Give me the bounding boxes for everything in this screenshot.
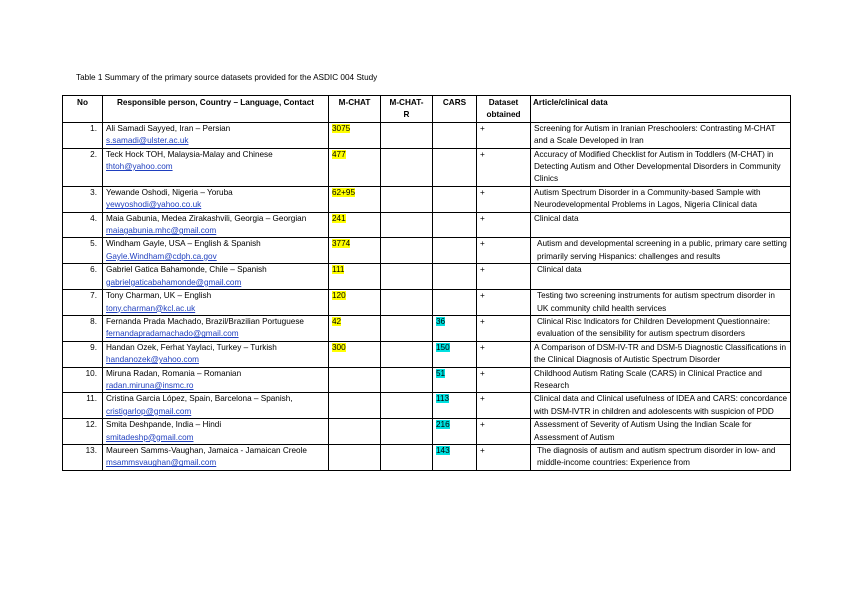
col-header-mchat-r: [381, 96, 433, 123]
row-number: 5.: [63, 238, 103, 264]
mchat-r-cell: [381, 419, 433, 445]
mchat-cell: [329, 393, 381, 419]
mchat-r-cell: [381, 238, 433, 264]
person-text: Maureen Samms-Vaughan, Jamaica - Jamaican Creole: [106, 445, 307, 455]
row-number: 4.: [63, 212, 103, 238]
mchat-cell: [329, 148, 381, 186]
person-cell: [103, 290, 329, 316]
col-header-mchat: M-CHAT: [329, 96, 381, 123]
mchat-cell: [329, 315, 381, 341]
row-number: 9.: [63, 341, 103, 367]
article-cell: Assessment of Severity of Autism Using the Indian Scale for Assessment of Autism: [531, 419, 791, 445]
mchat-r-cell: [381, 186, 433, 212]
col-header-no: No: [63, 96, 103, 123]
obtained-cell: +: [477, 290, 531, 316]
col-header-mchat-r-line1: M-CHAT-: [389, 98, 424, 107]
obtained-cell: +: [477, 315, 531, 341]
person-cell: [103, 122, 329, 148]
cars-value: 113: [436, 394, 450, 404]
col-header-person: Responsible person, Country – Language, Contact: [103, 96, 329, 123]
email-link[interactable]: gabrielgaticabahamonde@gmail.com: [106, 277, 242, 287]
mchat-r-cell: [381, 290, 433, 316]
table-row: [63, 444, 791, 470]
col-header-obtained-line1: Dataset: [488, 98, 519, 107]
person-text: Teck Hock TOH, Malaysia-Malay and Chinese: [106, 149, 273, 159]
mchat-r-cell: [381, 148, 433, 186]
article-cell: The diagnosis of autism and autism spectrum disorder in low- and middle-income countries: Experience from: [531, 444, 791, 470]
mchat-value: 300: [332, 342, 346, 352]
person-text: Miruna Radan, Romania – Romanian: [106, 368, 242, 378]
person-cell: [103, 212, 329, 238]
header-row: [63, 96, 791, 123]
mchat-r-cell: [381, 444, 433, 470]
mchat-cell: [329, 264, 381, 290]
mchat-cell: [329, 238, 381, 264]
row-number: 12.: [63, 419, 103, 445]
cars-value: 51: [436, 368, 446, 378]
row-number: 6.: [63, 264, 103, 290]
row-number: 3.: [63, 186, 103, 212]
mchat-cell: [329, 212, 381, 238]
mchat-cell: [329, 444, 381, 470]
cars-cell: [433, 148, 477, 186]
cars-cell: [433, 122, 477, 148]
article-cell: Clinical data and Clinical usefulness of IDEA and CARS: concordance with DSM-IVTR in children and adolescents with suspicion of PDD: [531, 393, 791, 419]
person-cell: [103, 444, 329, 470]
col-header-mchat-r-line2: R: [403, 110, 410, 120]
table-row: [63, 393, 791, 419]
person-cell: [103, 393, 329, 419]
person-text: Smita Deshpande, India – Hindi: [106, 420, 222, 430]
person-cell: [103, 367, 329, 393]
table-row: [63, 419, 791, 445]
cars-cell: [433, 212, 477, 238]
article-cell: Autism and developmental screening in a public, primary care setting primarily serving Hispanics: challenges and results: [531, 238, 791, 264]
email-link[interactable]: tony.charman@kcl.ac.uk: [106, 303, 196, 313]
row-number: 1.: [63, 122, 103, 148]
mchat-value: 62+95: [332, 187, 355, 197]
article-cell: Screening for Autism in Iranian Preschoolers: Contrasting M-CHAT and a Scale Developed in Iran: [531, 122, 791, 148]
email-link[interactable]: cristigarlop@gmail.com: [106, 406, 192, 416]
table-row: [63, 315, 791, 341]
obtained-cell: +: [477, 367, 531, 393]
mchat-r-cell: [381, 122, 433, 148]
col-header-article: Article/clinical data: [531, 96, 791, 123]
table-row: [63, 341, 791, 367]
table-row: [63, 212, 791, 238]
row-number: 2.: [63, 148, 103, 186]
obtained-cell: +: [477, 186, 531, 212]
cars-cell: [433, 290, 477, 316]
mchat-r-cell: [381, 341, 433, 367]
person-text: Tony Charman, UK – English: [106, 291, 212, 301]
table-row: [63, 290, 791, 316]
person-text: Gabriel Gatica Bahamonde, Chile – Spanish: [106, 265, 267, 275]
table-row: [63, 148, 791, 186]
cars-value: 36: [436, 316, 446, 326]
obtained-cell: +: [477, 264, 531, 290]
mchat-value: 111: [332, 265, 345, 275]
person-cell: [103, 315, 329, 341]
obtained-cell: +: [477, 419, 531, 445]
table-row: [63, 238, 791, 264]
row-number: 7.: [63, 290, 103, 316]
email-link[interactable]: msammsvaughan@gmail.com: [106, 458, 217, 468]
cars-cell: [433, 238, 477, 264]
person-text: Windham Gayle, USA – English & Spanish: [106, 239, 261, 249]
article-cell: Clinical data: [531, 212, 791, 238]
person-cell: [103, 238, 329, 264]
cars-value: 150: [436, 342, 450, 352]
mchat-r-cell: [381, 315, 433, 341]
mchat-r-cell: [381, 367, 433, 393]
table-row: [63, 367, 791, 393]
article-cell: Childhood Autism Rating Scale (CARS) in Clinical Practice and Research: [531, 367, 791, 393]
mchat-cell: [329, 186, 381, 212]
cars-cell: [433, 315, 477, 341]
col-header-obtained: [477, 96, 531, 123]
table-row: [63, 186, 791, 212]
person-text: Handan Ozek, Ferhat Yaylaci, Turkey – Turkish: [106, 342, 277, 352]
person-text: Fernanda Prada Machado, Brazil/Brazilian Portuguese: [106, 316, 304, 326]
mchat-cell: [329, 122, 381, 148]
email-link[interactable]: handanozek@yahoo.com: [106, 355, 199, 365]
mchat-cell: [329, 367, 381, 393]
table-row: [63, 264, 791, 290]
cars-cell: [433, 264, 477, 290]
mchat-value: 42: [332, 316, 342, 326]
row-number: 8.: [63, 315, 103, 341]
obtained-cell: +: [477, 444, 531, 470]
person-text: Ali Samadi Sayyed, Iran – Persian: [106, 123, 231, 133]
mchat-r-cell: [381, 212, 433, 238]
person-text: Yewande Oshodi, Nigeria – Yoruba: [106, 187, 233, 197]
email-link[interactable]: fernandapradamachado@gmail.com: [106, 329, 239, 339]
email-link[interactable]: yewyoshodi@yahoo.co.uk: [106, 200, 202, 210]
cars-cell: [433, 393, 477, 419]
email-link[interactable]: s.samadi@ulster.ac.uk: [106, 136, 189, 146]
row-number: 13.: [63, 444, 103, 470]
person-cell: [103, 186, 329, 212]
person-cell: [103, 264, 329, 290]
article-cell: Testing two screening instruments for autism spectrum disorder in UK community child health services: [531, 290, 791, 316]
person-cell: [103, 341, 329, 367]
email-link[interactable]: thtoh@yahoo.com: [106, 162, 173, 172]
obtained-cell: +: [477, 238, 531, 264]
cars-cell: [433, 444, 477, 470]
mchat-value: 3774: [332, 239, 351, 249]
person-cell: [103, 148, 329, 186]
mchat-cell: [329, 341, 381, 367]
person-text: Cristina Garcia López, Spain, Barcelona – Spanish,: [106, 394, 293, 404]
mchat-r-cell: [381, 393, 433, 419]
article-cell: Clinical Risc Indicators for Children Development Questionnaire: evaluation of the sensibility for autism spectrum disorders: [531, 315, 791, 341]
row-number: 11.: [63, 393, 103, 419]
col-header-obtained-line2: obtained: [486, 110, 521, 120]
mchat-value: 241: [332, 213, 346, 223]
mchat-r-cell: [381, 264, 433, 290]
mchat-cell: [329, 419, 381, 445]
mchat-value: 3075: [332, 123, 351, 133]
person-text: Maia Gabunia, Medea Zirakashvili, Georgia – Georgian: [106, 213, 307, 223]
obtained-cell: +: [477, 393, 531, 419]
email-link[interactable]: smitadeshp@gmail.com: [106, 432, 194, 442]
mchat-cell: [329, 290, 381, 316]
obtained-cell: +: [477, 341, 531, 367]
article-cell: Autism Spectrum Disorder in a Community-based Sample with Neurodevelopmental Problems in Lagos, Nigeria Clinical data: [531, 186, 791, 212]
table-row: [63, 122, 791, 148]
obtained-cell: +: [477, 212, 531, 238]
cars-value: 216: [436, 420, 450, 430]
datasets-table: [62, 95, 791, 471]
col-header-cars: CARS: [433, 96, 477, 123]
row-number: 10.: [63, 367, 103, 393]
cars-cell: [433, 186, 477, 212]
table-caption: Table 1 Summary of the primary source datasets provided for the ASDIC 004 Study: [76, 73, 378, 82]
obtained-cell: +: [477, 148, 531, 186]
person-cell: [103, 419, 329, 445]
mchat-value: 477: [332, 149, 346, 159]
cars-cell: [433, 341, 477, 367]
mchat-value: 120: [332, 291, 346, 301]
email-link[interactable]: Gayle.Windham@cdph.ca.gov: [106, 251, 217, 261]
article-cell: A Comparison of DSM-IV-TR and DSM-5 Diagnostic Classifications in the Clinical Diagnosis of Autistic Spectrum Disorder: [531, 341, 791, 367]
cars-cell: [433, 367, 477, 393]
article-cell: Accuracy of Modified Checklist for Autism in Toddlers (M-CHAT) in Detecting Autism and Other Developmental Disorders in Community Clinics: [531, 148, 791, 186]
cars-value: 143: [436, 445, 450, 455]
article-cell: Clinical data: [531, 264, 791, 290]
cars-cell: [433, 419, 477, 445]
obtained-cell: +: [477, 122, 531, 148]
email-link[interactable]: maiagabunia.mhc@gmail.com: [106, 226, 217, 236]
email-link[interactable]: radan.miruna@insmc.ro: [106, 380, 194, 390]
